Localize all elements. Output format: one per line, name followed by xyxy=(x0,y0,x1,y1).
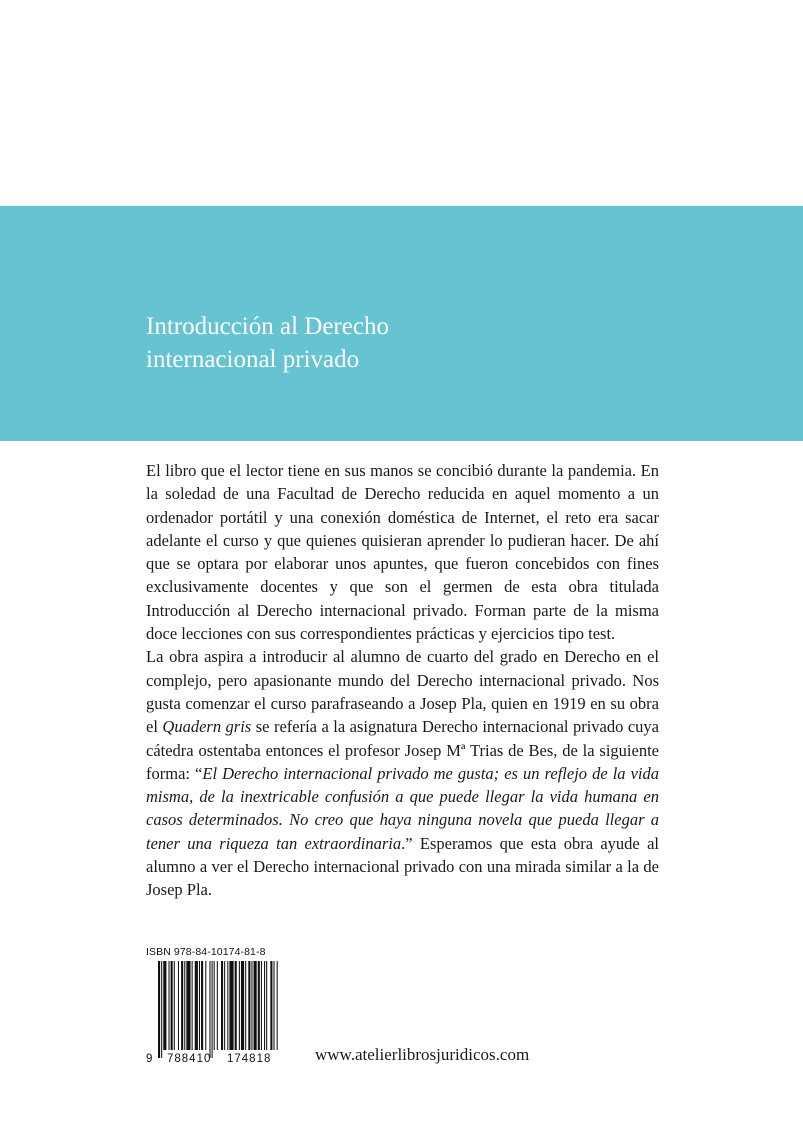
barcode-bar xyxy=(227,961,228,1050)
barcode-graphic xyxy=(146,958,280,1058)
barcode-bar xyxy=(195,961,198,1050)
barcode-bar xyxy=(277,961,278,1050)
barcode-bar xyxy=(224,961,225,1050)
barcode-bar xyxy=(205,961,206,1050)
barcode-digits-left: 788410 xyxy=(167,1053,212,1065)
barcode-bar xyxy=(161,961,162,1058)
barcode-bar xyxy=(239,961,240,1050)
barcode-bar xyxy=(248,961,250,1050)
barcode-bar xyxy=(178,961,179,1050)
barcode-bar xyxy=(184,961,185,1050)
blurb-paragraph-2 xyxy=(146,645,659,901)
isbn-label: ISBN 978-84-10174-81-8 xyxy=(146,946,266,958)
barcode-bar xyxy=(171,961,173,1050)
barcode-bar xyxy=(221,961,223,1050)
book-title-line-1: Introducción al Derecho xyxy=(146,313,389,340)
blurb-p2-intro: La obra aspira a introducir al alumno de cuarto del grado en Derecho en el complejo, pero apasionante mundo del Derecho internacional privado. Nos gusta comenzar el curso parafraseando a Josep Pla, quien en 1919 en su obra el xyxy=(146,647,659,737)
barcode-digit-lead: 9 xyxy=(146,1053,153,1065)
barcode-bar xyxy=(254,961,257,1050)
barcode-bar xyxy=(270,961,272,1050)
barcode-bar xyxy=(214,961,215,1050)
barcode-bar xyxy=(264,961,265,1050)
barcode-bar xyxy=(158,961,160,1058)
publisher-website: www.atelierlibrosjuridicos.com xyxy=(315,1045,530,1064)
barcode-bar xyxy=(209,961,210,1058)
isbn-barcode-block xyxy=(146,946,280,1058)
pla-quotation: El Derecho internacional privado me gusta; es un reflejo de la vida misma, de la inextricable confusión a que puede llegar la vida humana en casos determinados. No creo que haya ninguna novela que pueda llegar a tener una riqueza tan extraordinaria xyxy=(146,763,659,853)
barcode-bar xyxy=(169,961,170,1050)
barcode-bar xyxy=(212,961,213,1058)
blurb-paragraph-1: El libro que el lector tiene en sus manos se concibió durante la pandemia. En la soledad de una Facultad de Derecho reducida en aquel momento a un ordenador portátil y una conexión doméstica de Internet, el reto era sacar adelante el curso y que quienes quisieran aprender lo pudieran hacer. De ahí que se optara por elaborar unos apuntes, que fueron concebidos con fines exclusivamente docentes y que son el germen de esta obra titulada Introducción al Derecho internacional privado. Forman parte de la misma doce lecciones con sus correspondientes prácticas y ejercicios tipo test. xyxy=(146,461,659,644)
barcode-bar xyxy=(274,961,275,1050)
blurb-p2-closing: .” Esperamos que esta obra ayude al alumno a ver el Derecho internacional privado con una mirada similar a la de Josep Pla. xyxy=(146,833,659,900)
barcode-digits-right: 174818 xyxy=(227,1053,272,1065)
barcode-bar xyxy=(192,961,193,1050)
barcode-bar xyxy=(229,961,233,1050)
book-title-line-2: internacional privado xyxy=(146,346,360,373)
blurb-p2-middle: se refería a la asignatura Derecho internacional privado cuya cátedra ostentaba entonces el profesor Josep Mª Trias de Bes, de la siguiente forma: “ xyxy=(146,717,659,783)
barcode-bar xyxy=(266,961,267,1050)
barcode-bar xyxy=(245,961,246,1050)
barcode-bar xyxy=(181,961,183,1050)
barcode-bar xyxy=(241,961,244,1050)
back-cover-blurb xyxy=(146,459,659,902)
barcode-bar xyxy=(174,961,175,1050)
barcode-bar xyxy=(199,961,200,1050)
book-reference-title: Quadern gris xyxy=(162,717,252,737)
barcode-bar xyxy=(251,961,252,1050)
barcode-bar xyxy=(163,961,166,1050)
barcode-bar xyxy=(258,961,260,1050)
barcode-bar xyxy=(217,961,218,1050)
barcode-bar xyxy=(235,961,237,1050)
barcode-bar xyxy=(201,961,203,1050)
barcode-bar xyxy=(261,961,262,1050)
book-title xyxy=(146,310,766,376)
barcode-bar xyxy=(186,961,190,1050)
